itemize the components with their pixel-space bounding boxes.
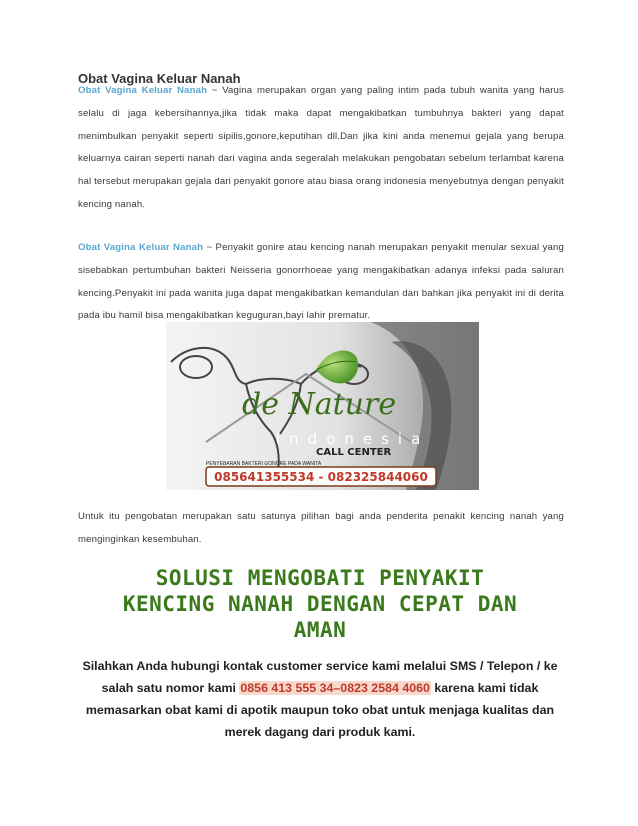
heading-line: KENCING NANAH DENGAN CEPAT DAN <box>122 592 518 616</box>
logo-subtext: indonesia <box>276 430 430 448</box>
illustration-graphic <box>166 322 479 490</box>
contact-text: Silahkan Anda hubungi kontak customer service kami melalui SMS / Telepon / ke salah satu nomor kami <box>82 659 558 695</box>
keyword-link[interactable]: Obat Vagina Keluar Nanah <box>78 242 204 253</box>
solution-heading <box>70 565 570 643</box>
call-center-label: CALL CENTER <box>316 447 392 458</box>
paragraph-closing: Untuk itu pengobatan merupakan satu satunya pilihan bagi anda penderita penakit kencing nanah yang menginginkan kesembuhan. <box>78 511 564 545</box>
paragraph-intro <box>78 80 564 217</box>
keyword-link[interactable]: Obat Vagina Keluar Nanah <box>78 85 208 96</box>
heading-line: SOLUSI MENGOBATI PENYAKIT <box>155 566 485 590</box>
phone-numbers[interactable]: 0856 413 555 34–0823 2584 4060 <box>240 681 430 695</box>
paragraph-text: ~ Vagina merupakan organ yang paling intim pada tubuh wanita yang harus selalu di jaga kebersihannya,jika tidak maka dapat mengakibatkan tumbuhnya bakteri yang dapat menimbulkan penyakit seperti sipilis,gonore,keputihan dll.Dan jika kini anda menemui gejala yang berupa keluarnya cairan seperti nanah dari vagina anda segeralah melakukan pengobatan sebelum terlambat karena hal tersebut merupakan gejala dari penyakit gonore atau biasa orang indonesia menyebutnya dengan penyakit kencing nanah. <box>78 85 564 210</box>
page-title: Obat Vagina Keluar Nanah <box>78 71 241 86</box>
logo-text: de Nature <box>242 387 397 422</box>
contact-text: karena kami tidak memasarkan obat kami di apotik maupun toko obat untuk menjaga kualitas dan merek dagang dari produk kami. <box>85 681 555 739</box>
contact-paragraph <box>66 655 574 743</box>
call-center-numbers: 085641355534 - 082325844060 <box>214 470 428 484</box>
image-caption: PENYEBARAN BAKTERI GONORE PADA WANITA <box>206 461 322 467</box>
paragraph-text: ~ Penyakit gonire atau kencing nanah merupakan penyakit menular sexual yang sisebabkan pertumbuhan bakteri Neisseria gonorrhoeae yang mengakibatkan adanya infeksi pada saluran kencing.Penyakit ini pada wanita juga dapat mengakibatkan kemandulan dan bahkan jika penyakit ini di derita pada ibu hamil bisa mengakibatkan keguguran,bayi lahir prematur. <box>78 242 564 322</box>
product-illustration <box>166 322 479 490</box>
heading-line: AMAN <box>293 618 347 642</box>
paragraph-gonore <box>78 237 564 328</box>
